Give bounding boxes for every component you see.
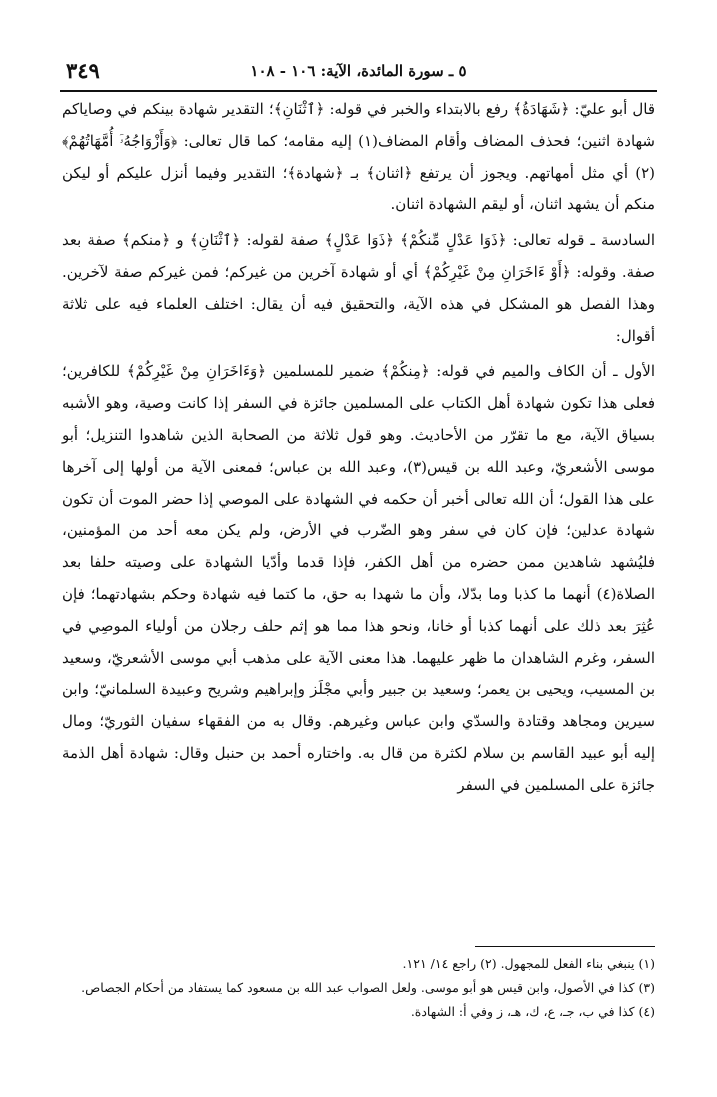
- footnote-divider: [475, 946, 655, 947]
- paragraph-sixth-issue: السادسة ـ قوله تعالى: ﴿ذَوَا عَدْلٍ مِّنكُمْ﴾ ﴿ذَوَا عَدْلٍ﴾ صفة لقوله: ﴿ٱثْنَانِ﴾ و ﴿منكم﴾ صفة بعد صفة. وقوله: ﴿أَوْ ءَاخَرَانِ مِنْ غَيْرِكُمْ﴾ أي أو شهادة آخرين من غيركم؛ فمن غيركم صفة لآخرين. وهذا الفصل هو المشكل في هذه الآية، والتحقيق فيه أن يقال: اختلف العلماء فيه على ثلاثة أقوال:: [62, 231, 655, 345]
- footnote-3: (٣) كذا في الأصول، وابن قيس هو أبو موسى. ولعل الصواب عبد الله بن مسعود كما يستفاد من أحكام الجصاص.: [81, 980, 655, 995]
- footnote-1-2: (١) ينبغي بناء الفعل للمجهول. (٢) راجع ١٤/ ١٢١.: [402, 956, 655, 971]
- paragraph-first-opinion: الأول ـ أن الكاف والميم في قوله: ﴿مِنكُمْ﴾ ضمير للمسلمين ﴿وَءَاخَرَانِ مِنْ غَيْرِكُمْ﴾ للكافرين؛ فعلى هذا تكون شهادة أهل الكتاب على المسلمين جائزة في السفر إذا كانت وصية، وهو الأشبه بسياق الآية، مع ما تقرّر من الأحاديث. وهو قول ثلاثة من الصحابة الذين شاهدوا التنزيل؛ أبو موسى الأشعريّ، وعبد الله بن قيس(٣)، وعبد الله بن عباس؛ فمعنى الآية من أولها إلى آخرها على هذا القول؛ أن الله تعالى أخبر أن حكمه في الشهادة على الموصي إذا حضر الموت أن تكون شهادة عدلين؛ فإن كان في سفر وهو الضّرب في الأرض، ولم يكن معه أحد من المؤمنين، فليُشهد شاهدين ممن حضره من أهل الكفر، فإذا قدما وأدّيا الشهادة على وصيته حلفا بعد الصلاة(٤) أنهما ما كذبا وما بدّلا، وأن ما شهدا به حق، ما كتما فيه شهادة وحكم بشهادتهما؛ فإن عُثِرَ بعد ذلك على أنهما كذبا أو خانا، ونحو هذا مما هو إثم حلف رجلان من أولياء الموصِي في السفر، وغرم الشاهدان ما ظهر عليهما. هذا معنى الآية على مذهب أبي موسى الأشعريّ، وسعيد بن المسيب، ويحيى بن يعمر؛ وسعيد بن جبير وأبي مجْلَز وإبراهيم وشريح وعبيدة السلمانيّ؛ وابن سيرين ومجاهد وقتادة والسدّي وابن عباس وغيرهم. وقال به من الفقهاء سفيان الثوريّ؛ ومال إليه أبو عبيد القاسم بن سلام لكثرة من قال به. واختاره أحمد بن حنبل وقال: شهادة أهل الذمة جائزة على المسلمين في السفر: [62, 362, 655, 794]
- paragraph-abu-ali: قال أبو عليّ: ﴿شَهَادَةُ﴾ رفع بالابتداء والخبر في قوله: ﴿ٱثْنَانِ﴾؛ التقدير شهادة بينكم في وصاياكم شهادة اثنين؛ فحذف المضاف وأقام المضاف(١) إليه مقامه؛ كما قال تعالى: ﴿وَأَزْوَاجُهُۥٓ أُمَّهَاتُهُمْ﴾(٢) أي مثل أمهاتهم. ويجوز أن يرتفع ﴿اثنان﴾ بـ ﴿شهادة﴾؛ التقدير وفيما أنزل عليكم أو ليكن منكم أن يشهد اثنان، أو ليقم الشهادة اثنان.: [62, 100, 655, 214]
- footnote-4: (٤) كذا في ب، جـ، ع، ك، هـ، ز وفي أ: الشهادة.: [410, 1004, 655, 1019]
- page-number: ٣٤٩: [66, 58, 100, 83]
- main-text: [62, 94, 655, 802]
- footnotes: [62, 952, 655, 1024]
- page-header: [60, 56, 657, 92]
- running-head: ٥ ـ سورة المائدة، الآية: ١٠٦ - ١٠٨: [250, 62, 467, 80]
